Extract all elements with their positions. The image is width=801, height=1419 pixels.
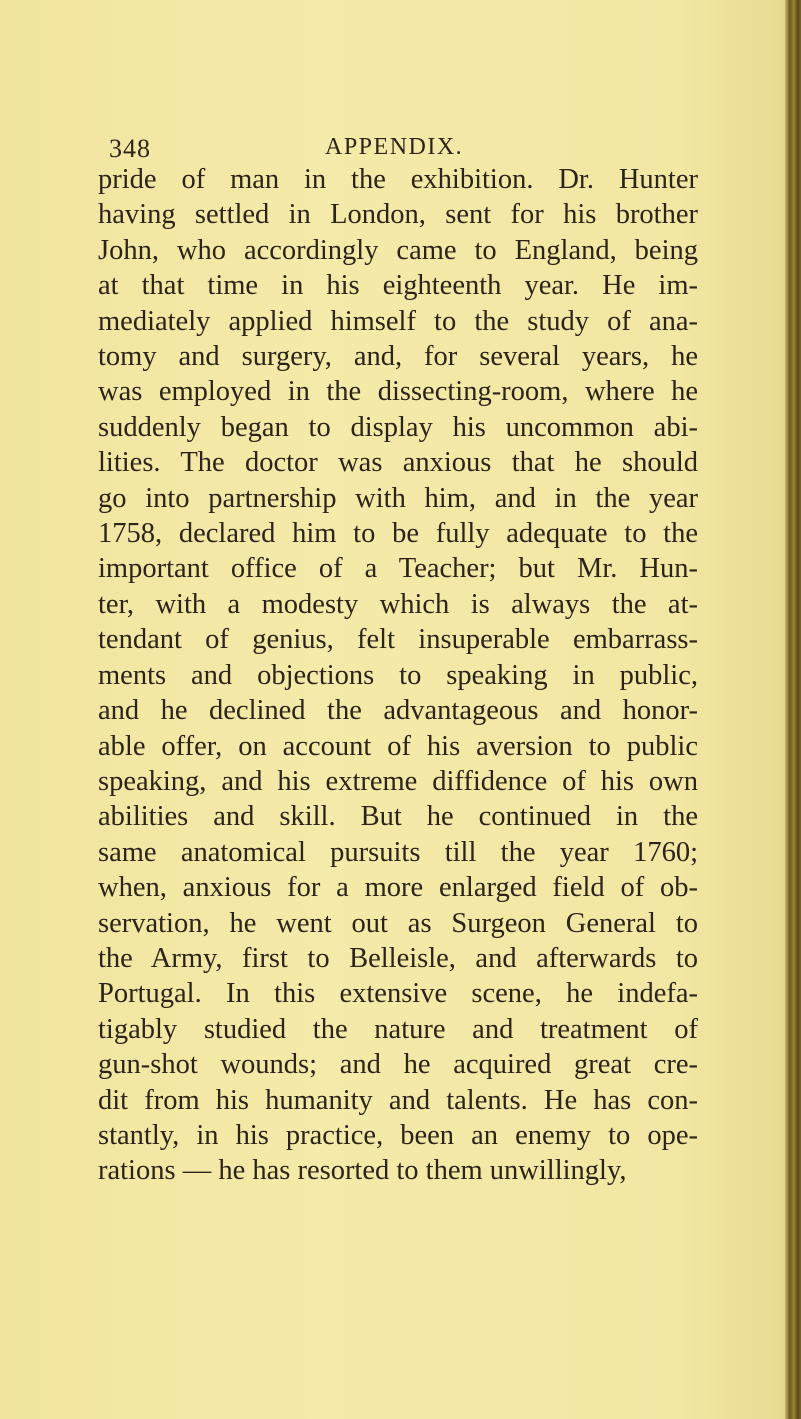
text-line: tigably studied the nature and treatment of <box>98 1013 698 1045</box>
text-line: tendant of genius, felt insuperable embarrass- <box>98 624 698 656</box>
text-line: suddenly began to display his uncommon abi- <box>98 411 698 443</box>
text-line: ments and objections to speaking in public, <box>98 659 698 691</box>
book-page <box>98 118 698 1187</box>
text-line: and he declined the advantageous and honor- <box>98 695 698 727</box>
text-line: speaking, and his extreme diffidence of his own <box>98 765 698 797</box>
text-line: when, anxious for a more enlarged field of ob- <box>98 872 698 904</box>
page-edge <box>785 0 801 1419</box>
text-line: dit from his humanity and talents. He has con- <box>98 1084 698 1116</box>
page-header <box>98 118 698 162</box>
text-line: at that time in his eighteenth year. He im- <box>98 270 698 302</box>
text-line: stantly, in his practice, been an enemy to ope- <box>98 1119 698 1151</box>
text-line: go into partnership with him, and in the year <box>98 482 698 514</box>
text-line: able offer, on account of his aversion to public <box>98 730 698 762</box>
text-line: tomy and surgery, and, for several years, he <box>98 341 698 373</box>
text-line: ter, with a modesty which is always the at- <box>98 588 698 620</box>
page-number: 348 <box>109 134 151 163</box>
running-head: APPENDIX. <box>325 134 464 160</box>
text-line: mediately applied himself to the study of ana- <box>98 305 698 337</box>
text-line: gun-shot wounds; and he acquired great cre- <box>98 1049 698 1081</box>
text-line: servation, he went out as Surgeon General to <box>98 907 698 939</box>
body-text <box>98 162 698 1189</box>
text-line: lities. The doctor was anxious that he should <box>98 447 698 479</box>
text-line: important office of a Teacher; but Mr. Hun- <box>98 553 698 585</box>
text-line: abilities and skill. But he continued in the <box>98 801 698 833</box>
text-line: rations — he has resorted to them unwillingly, <box>98 1155 627 1187</box>
text-line: same anatomical pursuits till the year 1760; <box>98 836 698 868</box>
text-line: 1758, declared him to be fully adequate to the <box>98 518 698 550</box>
text-line: was employed in the dissecting-room, where he <box>98 376 698 408</box>
text-line: the Army, first to Belleisle, and afterwards to <box>98 942 698 974</box>
text-line: pride of man in the exhibition. Dr. Hunter <box>98 164 698 195</box>
text-line: John, who accordingly came to England, being <box>98 234 698 266</box>
text-line: Portugal. In this extensive scene, he indefa- <box>98 978 698 1010</box>
text-line: having settled in London, sent for his brother <box>98 199 698 231</box>
